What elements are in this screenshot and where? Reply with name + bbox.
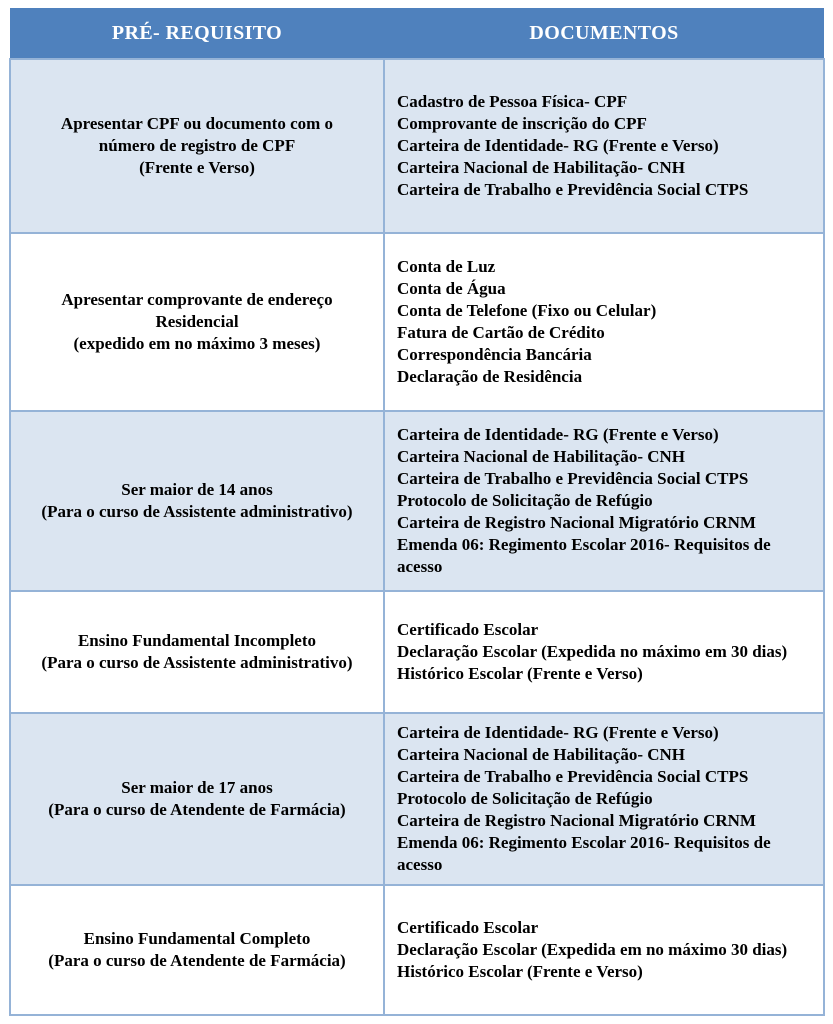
documento-item: Certificado Escolar xyxy=(397,918,539,937)
table-body xyxy=(10,59,824,1015)
column-header-documentos xyxy=(384,8,824,59)
prerequisito-cell xyxy=(10,591,384,713)
documento-item: Carteira de Trabalho e Previdência Social CTPS xyxy=(397,180,749,199)
table-row xyxy=(10,713,824,885)
prerequisito-line: Residencial xyxy=(155,312,239,331)
documento-item: Histórico Escolar (Frente e Verso) xyxy=(397,664,643,683)
prerequisito-line: Ser maior de 17 anos xyxy=(121,778,273,797)
prerequisito-line: (Para o curso de Assistente administrativo) xyxy=(41,502,353,521)
table-header xyxy=(10,8,824,59)
documento-item: Carteira de Registro Nacional Migratório CRNM xyxy=(397,811,756,830)
documento-item: Carteira Nacional de Habilitação- CNH xyxy=(397,745,686,764)
documento-item: Carteira de Identidade- RG (Frente e Verso) xyxy=(397,425,719,444)
table-row xyxy=(10,885,824,1015)
documento-item: Cadastro de Pessoa Física- CPF xyxy=(397,92,628,111)
documentos-cell xyxy=(384,885,824,1015)
column-header-pre-requisito xyxy=(10,8,384,59)
documento-item: Conta de Água xyxy=(397,279,506,298)
documento-item: Histórico Escolar (Frente e Verso) xyxy=(397,962,643,981)
prerequisito-cell xyxy=(10,233,384,411)
documentos-cell xyxy=(384,233,824,411)
prerequisito-line: (Para o curso de Atendente de Farmácia) xyxy=(48,951,346,970)
table-row xyxy=(10,591,824,713)
documento-item: Carteira de Registro Nacional Migratório CRNM xyxy=(397,513,756,532)
prerequisito-line: (expedido em no máximo 3 meses) xyxy=(73,334,321,353)
prerequisito-cell xyxy=(10,885,384,1015)
prerequisito-cell xyxy=(10,713,384,885)
documento-item: Carteira de Trabalho e Previdência Social CTPS xyxy=(397,469,749,488)
prerequisito-cell xyxy=(10,411,384,591)
documento-item: Carteira Nacional de Habilitação- CNH xyxy=(397,158,686,177)
table-row xyxy=(10,233,824,411)
prerequisito-line: número de registro de CPF xyxy=(98,136,296,155)
requirements-documents-table xyxy=(9,8,825,1016)
documento-item: Protocolo de Solicitação de Refúgio xyxy=(397,789,653,808)
documento-item: Correspondência Bancária xyxy=(397,345,592,364)
table-row xyxy=(10,59,824,233)
prerequisito-line: (Para o curso de Assistente administrativo) xyxy=(41,653,353,672)
prerequisito-line: Ser maior de 14 anos xyxy=(121,480,273,499)
prerequisito-cell xyxy=(10,59,384,233)
prerequisito-line: Ensino Fundamental Completo xyxy=(83,929,311,948)
documento-item: Conta de Telefone (Fixo ou Celular) xyxy=(397,301,657,320)
documento-item: Carteira de Trabalho e Previdência Social CTPS xyxy=(397,767,749,786)
documento-item: Emenda 06: Regimento Escolar 2016- Requisitos de acesso xyxy=(397,833,771,874)
documento-item: Carteira de Identidade- RG (Frente e Verso) xyxy=(397,136,719,155)
documento-item: Comprovante de inscrição do CPF xyxy=(397,114,647,133)
documento-item: Conta de Luz xyxy=(397,257,496,276)
documento-item: Certificado Escolar xyxy=(397,620,539,639)
documento-item: Declaração Escolar (Expedida no máximo em 30 dias) xyxy=(397,642,788,661)
documento-item: Protocolo de Solicitação de Refúgio xyxy=(397,491,653,510)
documento-item: Fatura de Cartão de Crédito xyxy=(397,323,605,342)
prerequisito-line: (Frente e Verso) xyxy=(139,158,255,177)
header-row xyxy=(10,8,824,59)
table-row xyxy=(10,411,824,591)
prerequisito-line: Apresentar CPF ou documento com o xyxy=(60,114,334,133)
documento-item: Emenda 06: Regimento Escolar 2016- Requisitos de acesso xyxy=(397,535,771,576)
documento-item: Carteira de Identidade- RG (Frente e Verso) xyxy=(397,723,719,742)
documento-item: Declaração Escolar (Expedida em no máximo 30 dias) xyxy=(397,940,788,959)
documentos-cell xyxy=(384,411,824,591)
documentos-cell xyxy=(384,59,824,233)
documentos-cell xyxy=(384,591,824,713)
prerequisito-line: (Para o curso de Atendente de Farmácia) xyxy=(48,800,346,819)
documentos-cell xyxy=(384,713,824,885)
column-header-documentos-label: DOCUMENTOS xyxy=(529,21,679,44)
documento-item: Declaração de Residência xyxy=(397,367,583,386)
prerequisito-line: Ensino Fundamental Incompleto xyxy=(77,631,317,650)
documento-item: Carteira Nacional de Habilitação- CNH xyxy=(397,447,686,466)
column-header-pre-requisito-label: PRÉ- REQUISITO xyxy=(111,21,283,44)
prerequisito-line: Apresentar comprovante de endereço xyxy=(61,290,333,309)
